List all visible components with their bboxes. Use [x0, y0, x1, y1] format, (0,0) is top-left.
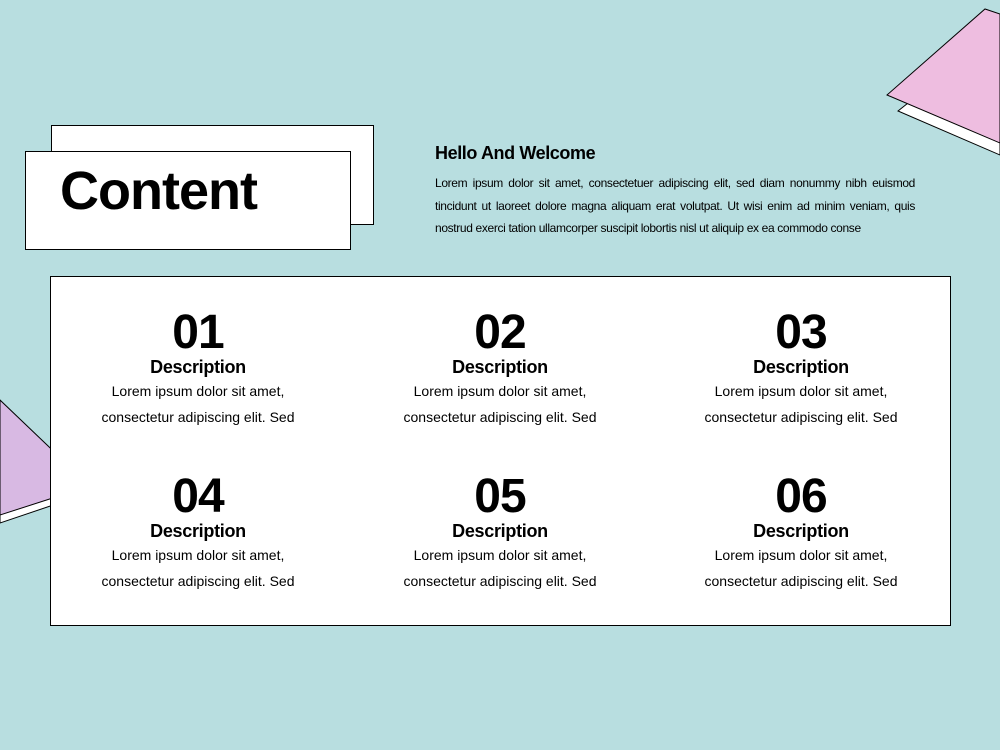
item-number: 05 [474, 470, 526, 523]
item-description [48, 542, 348, 594]
content-item-05 [350, 472, 650, 594]
item-description-line: Lorem ipsum dolor sit amet, [413, 383, 587, 399]
item-description-line: consectetur adipiscing elit. Sed [101, 409, 295, 425]
item-description-line: Lorem ipsum dolor sit amet, [111, 383, 285, 399]
content-item-02 [350, 308, 650, 430]
item-title: Description [753, 521, 849, 541]
intro-heading: Hello And Welcome [435, 143, 596, 163]
item-description-line: Lorem ipsum dolor sit amet, [714, 547, 888, 563]
item-title: Description [150, 521, 246, 541]
page-title: Content [60, 161, 257, 221]
item-number: 06 [775, 470, 827, 523]
item-description-line: Lorem ipsum dolor sit amet, [714, 383, 888, 399]
item-number: 03 [775, 306, 827, 359]
item-number: 01 [172, 306, 224, 359]
content-item-03 [651, 308, 951, 430]
item-description [350, 378, 650, 430]
item-title: Description [150, 357, 246, 377]
item-title: Description [452, 521, 548, 541]
item-description-line: consectetur adipiscing elit. Sed [403, 573, 597, 589]
item-description-line: Lorem ipsum dolor sit amet, [413, 547, 587, 563]
item-description [651, 378, 951, 430]
content-item-01 [48, 308, 348, 430]
item-description-line: consectetur adipiscing elit. Sed [403, 409, 597, 425]
item-description-line: consectetur adipiscing elit. Sed [101, 573, 295, 589]
item-title: Description [753, 357, 849, 377]
intro-text: Lorem ipsum dolor sit amet, consectetuer adipiscing elit, sed diam nonummy nibh euismod tincidunt ut laoreet dolore magna aliquam erat volutpat. Ut wisi enim ad minim veniam, quis nostrud exerci tation ullamcorper suscipit lobortis nisl ut aliquip ex ea commodo conse [435, 176, 915, 235]
item-title: Description [452, 357, 548, 377]
item-description [350, 542, 650, 594]
item-description-line: consectetur adipiscing elit. Sed [704, 409, 898, 425]
item-description [651, 542, 951, 594]
content-item-06 [651, 472, 951, 594]
triangle-top-right [887, 9, 1000, 143]
item-description-line: consectetur adipiscing elit. Sed [704, 573, 898, 589]
triangle-top-right-shadow [898, 30, 1000, 155]
item-description-line: Lorem ipsum dolor sit amet, [111, 547, 285, 563]
item-number: 02 [474, 306, 526, 359]
content-item-04 [48, 472, 348, 594]
item-number: 04 [172, 470, 224, 523]
item-description [48, 378, 348, 430]
